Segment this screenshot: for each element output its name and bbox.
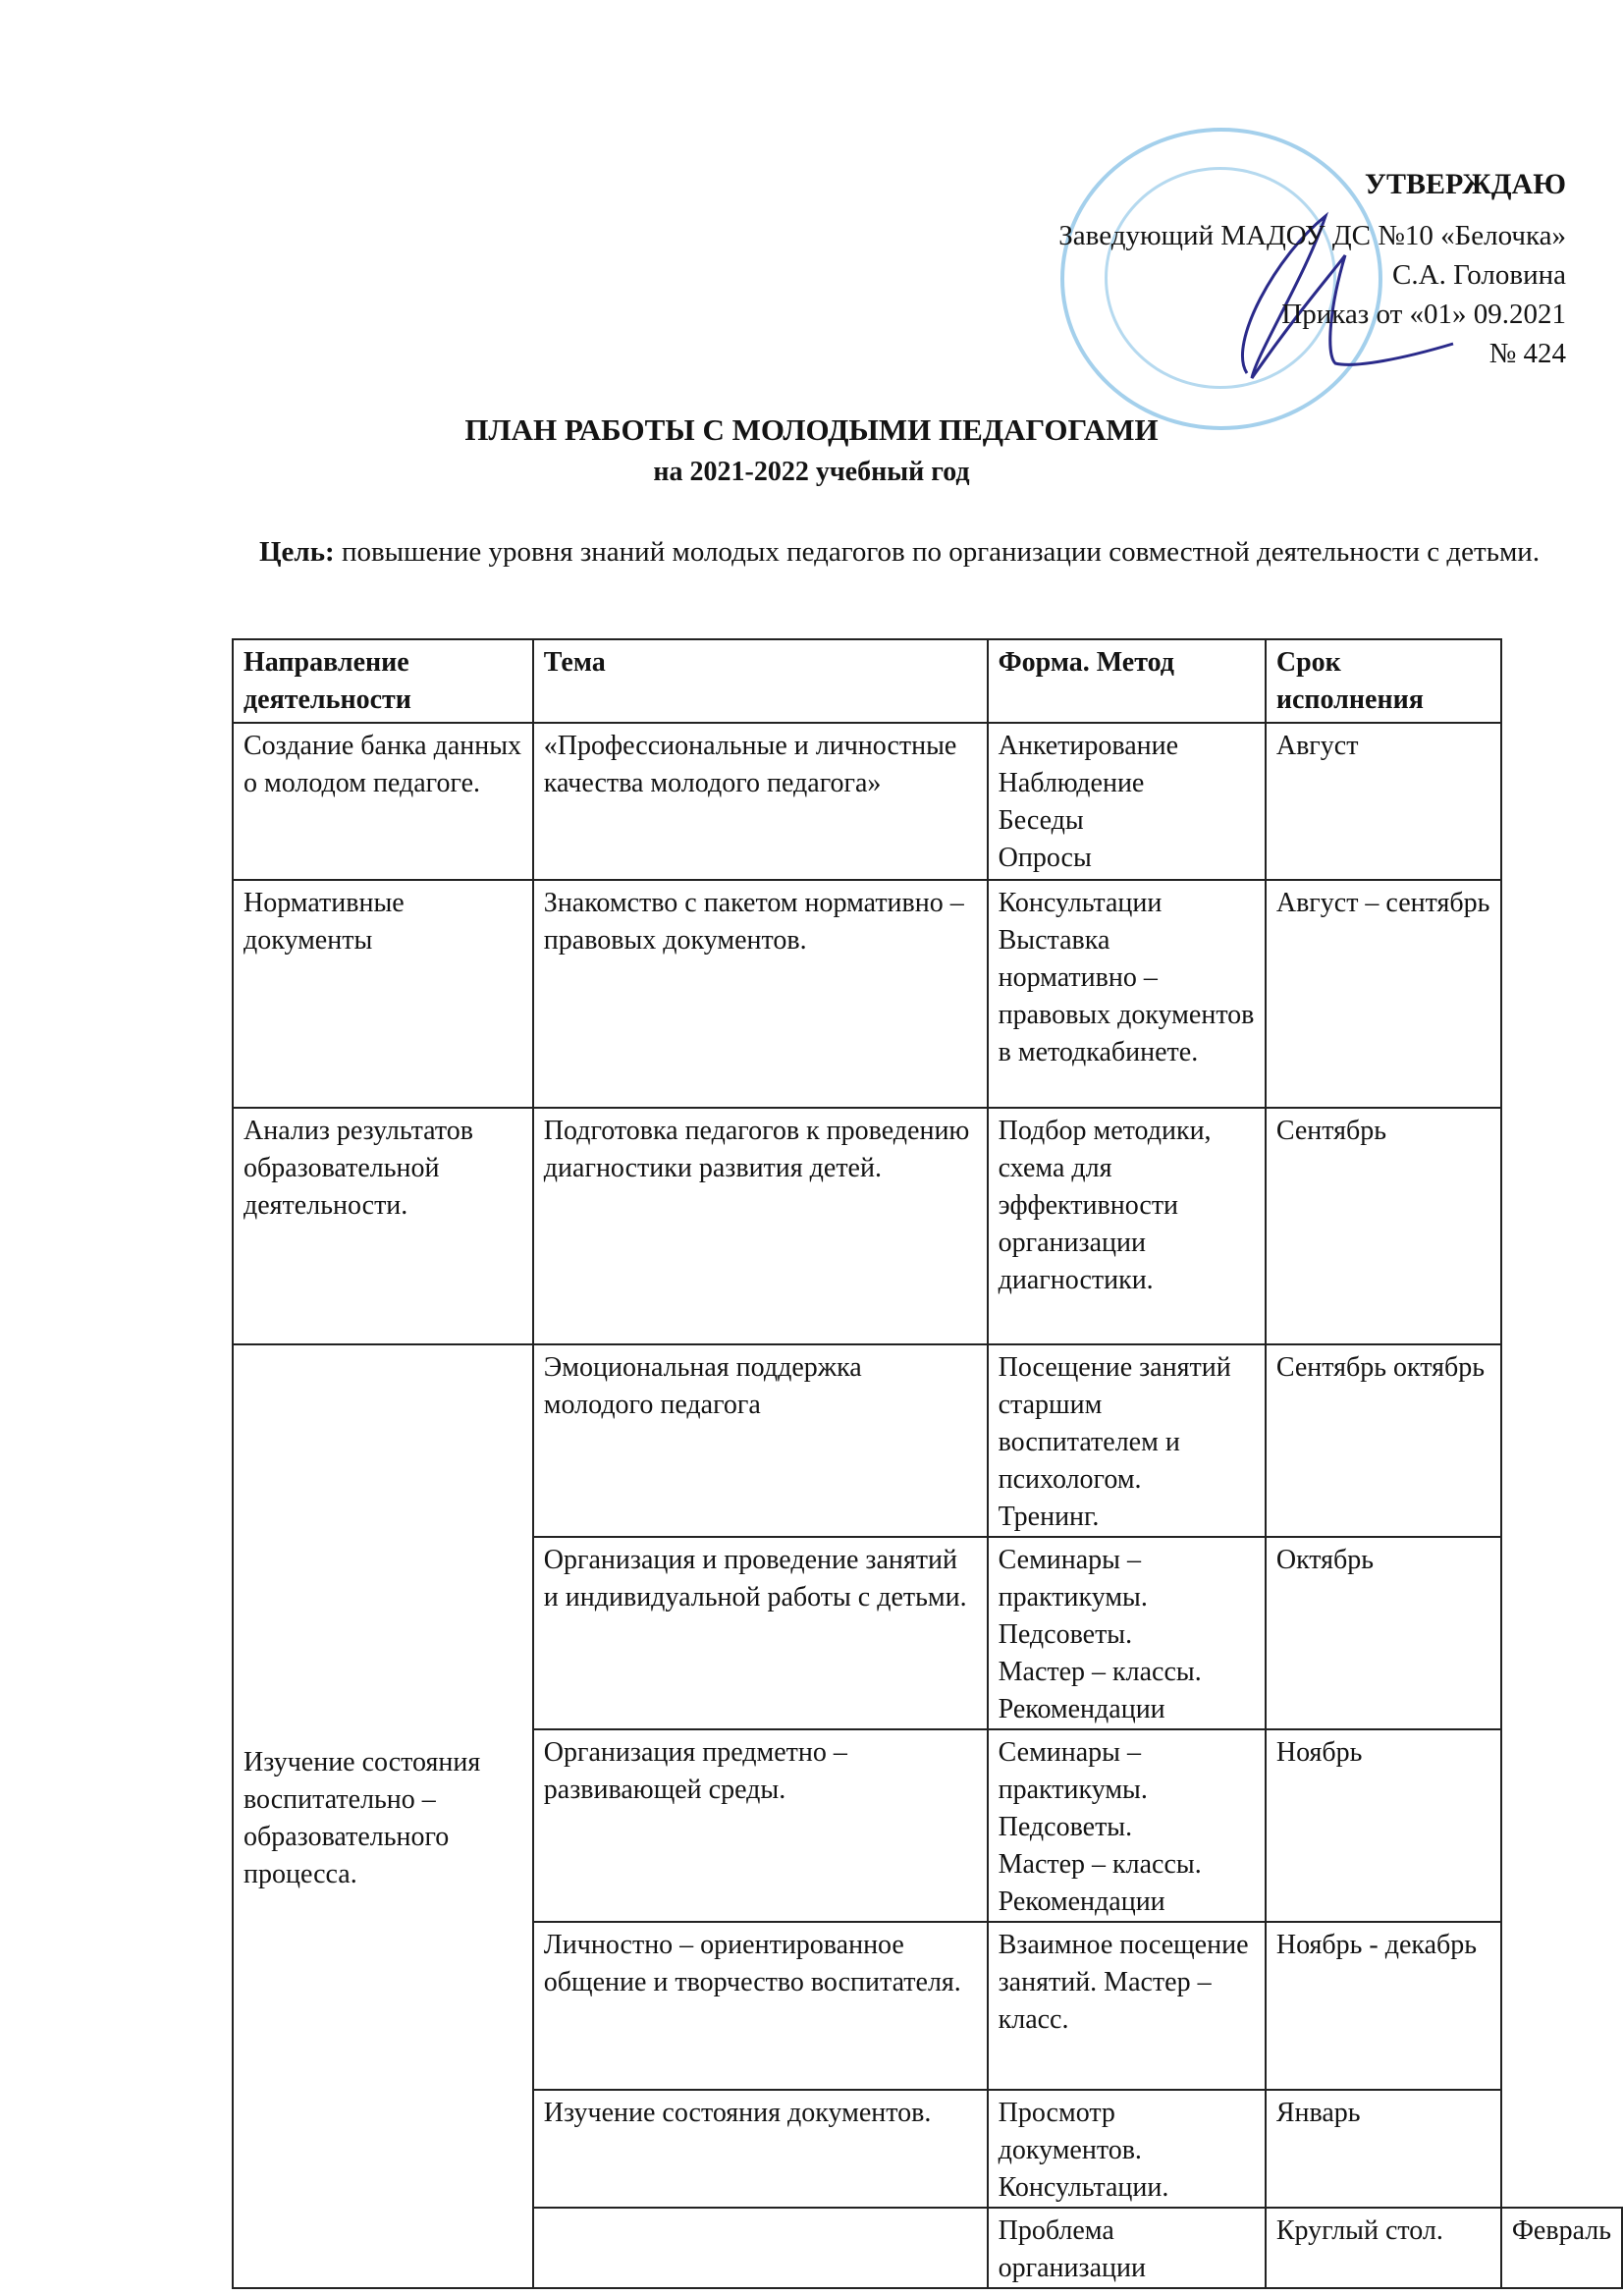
cell-topic: Эмоциональная поддержка молодого педагога xyxy=(533,1344,988,1537)
form-line: Консультации. xyxy=(998,2172,1169,2203)
form-line: Рекомендации xyxy=(998,1886,1165,1917)
form-line: Мастер – классы. xyxy=(998,1657,1202,1687)
table-row xyxy=(233,1344,1622,1537)
cell-topic: Личностно – ориентированное общение и творчество воспитателя. xyxy=(533,1922,988,2090)
cell-topic: Организация и проведение занятий и индивидуальной работы с детьми. xyxy=(533,1537,988,1729)
cell-term: Август – сентябрь xyxy=(1266,880,1501,1108)
cell-topic: Изучение состояния документов. xyxy=(533,2090,988,2208)
document-subtitle: на 2021-2022 учебный год xyxy=(653,457,970,487)
form-line: Выставка нормативно – правовых документов в методкабинете. xyxy=(998,925,1255,1067)
header-topic: Тема xyxy=(533,639,988,723)
table-row xyxy=(233,880,1622,1108)
cell-topic: Знакомство с пакетом нормативно – правовых документов. xyxy=(533,880,988,1108)
cell-direction: Анализ результатов образовательной деятельности. xyxy=(233,1108,533,1344)
goal-paragraph xyxy=(259,530,1565,574)
cell-direction: Нормативные документы xyxy=(233,880,533,1108)
header-form: Форма. Метод xyxy=(988,639,1266,723)
form-line: Опросы xyxy=(998,843,1092,873)
cell-topic: Подготовка педагогов к проведению диагностики развития детей. xyxy=(533,1108,988,1344)
form-line: Анкетирование xyxy=(998,731,1179,761)
form-line: Беседы xyxy=(998,805,1084,836)
form-line: Педсоветы. xyxy=(998,1619,1133,1650)
document-title: ПЛАН РАБОТЫ С МОЛОДЫМИ ПЕДАГОГАМИ xyxy=(464,412,1159,447)
form-line: Консультации xyxy=(998,888,1163,918)
cell-direction-empty xyxy=(533,2208,988,2288)
approval-position: Заведующий МАДОУ ДС №10 «Белочка» xyxy=(1058,220,1566,251)
table-row xyxy=(233,723,1622,880)
cell-term: Сентябрь xyxy=(1266,1108,1501,1344)
form-line: Взаимное посещение занятий. Мастер – класс. xyxy=(998,1930,1249,2035)
cell-form xyxy=(988,1729,1266,1922)
form-line: Посещение занятий старшим воспитателем и психологом. xyxy=(998,1352,1231,1495)
approval-order: Приказ от «01» 09.2021 xyxy=(1281,299,1566,330)
form-line: Подбор методики, схема для эффективности организации диагностики. xyxy=(998,1116,1212,1295)
cell-direction: Создание банка данных о молодом педагоге. xyxy=(233,723,533,880)
cell-form xyxy=(988,1537,1266,1729)
approval-block xyxy=(1058,165,1566,373)
cell-term: Февраль xyxy=(1501,2208,1622,2288)
approval-name: С.А. Головина xyxy=(1392,259,1566,291)
cell-form xyxy=(988,1344,1266,1537)
form-line: Круглый стол. xyxy=(1275,2215,1443,2246)
table-header-row xyxy=(233,639,1622,723)
form-line: Рекомендации xyxy=(998,1694,1165,1724)
form-line: Наблюдение xyxy=(998,768,1145,798)
cell-term: Ноябрь xyxy=(1266,1729,1501,1922)
cell-term: Январь xyxy=(1266,2090,1501,2208)
form-line: Педсоветы. xyxy=(998,1812,1133,1842)
cell-topic: Организация предметно – развивающей среды. xyxy=(533,1729,988,1922)
form-line: Просмотр документов. xyxy=(998,2098,1142,2165)
header-term: Срок исполнения xyxy=(1266,639,1501,723)
approval-number: № 424 xyxy=(1488,338,1566,369)
approval-title: УТВЕРЖДАЮ xyxy=(1364,168,1566,200)
cell-direction: Изучение состояния воспитательно – образовательного процесса. xyxy=(233,1344,533,2288)
cell-term: Сентябрь октябрь xyxy=(1266,1344,1501,1537)
cell-form xyxy=(988,723,1266,880)
cell-term: Октябрь xyxy=(1266,1537,1501,1729)
cell-term: Август xyxy=(1266,723,1501,880)
cell-form xyxy=(1266,2208,1501,2288)
cell-form xyxy=(988,2090,1266,2208)
form-line: Семинары – практикумы. xyxy=(998,1545,1148,1613)
goal-text: повышение уровня знаний молодых педагогов по организации совместной деятельности с детьми. xyxy=(341,536,1541,568)
table-row xyxy=(233,1108,1622,1344)
cell-form xyxy=(988,1922,1266,2090)
form-line: Семинары – практикумы. xyxy=(998,1737,1148,1805)
form-line: Мастер – классы. xyxy=(998,1849,1202,1880)
cell-topic: Проблема организации xyxy=(988,2208,1266,2288)
form-line: Тренинг. xyxy=(998,1502,1100,1532)
goal-label: Цель: xyxy=(259,536,335,568)
cell-topic: «Профессиональные и личностные качества молодого педагога» xyxy=(533,723,988,880)
cell-form xyxy=(988,880,1266,1108)
cell-form xyxy=(988,1108,1266,1344)
header-direction: Направление деятельности xyxy=(233,639,533,723)
plan-table xyxy=(232,638,1623,2289)
cell-term: Ноябрь - декабрь xyxy=(1266,1922,1501,2090)
